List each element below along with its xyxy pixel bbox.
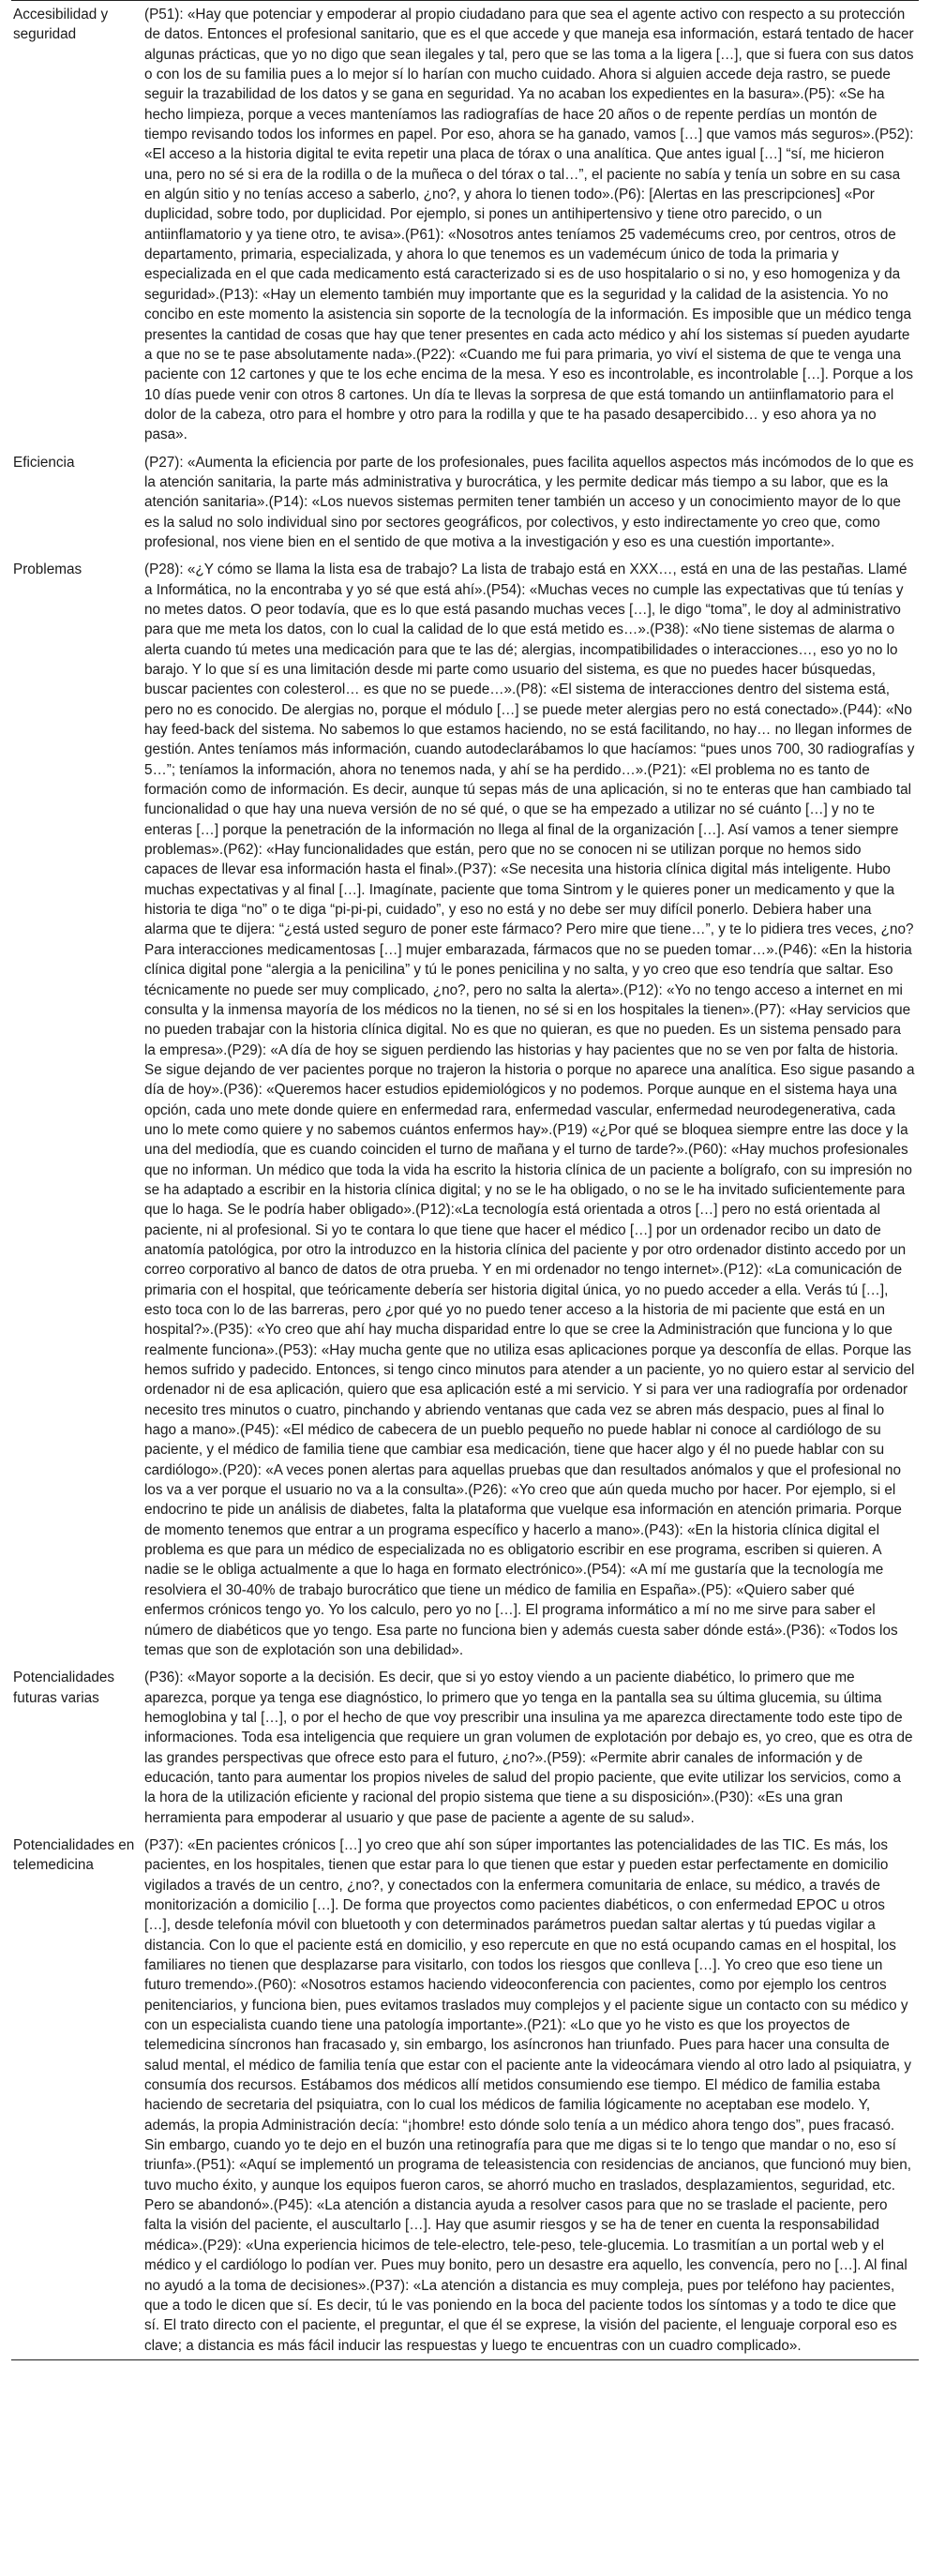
category-cell: Eficiencia (13, 454, 75, 471)
quotes-table (11, 0, 919, 2360)
table-row (11, 556, 919, 1664)
quotes-cell: (P37): «En pacientes crónicos […] yo creo que ahí son súper importantes las potencialidades de las TIC. Es más, los pacientes, en los hospitales, tienen que estar para lo que tienen que estar y pueden estar perfectamente en domicilio vigilados a través de un centro, ¿no?, y conectados con la enfermera comunitaria de enlace, su médico, a través de monitorización a domicilio […]. De forma que proyectos como pacientes diabéticos, o con enfermedad EPOC u otros […], desde telefonía móvil con bluetooth y con determinados parámetros puedan saltar alertas y tú puedas vigilar a distancia. Con lo que el paciente está en domicilio, y eso repercute en que no está ocupando camas en el hospital, los familiares no tienen que desplazarse para visitarlo, con todos los riesgos que conlleva […]. Yo creo que eso tiene un futuro tremendo».(P60): «Nosotros estamos haciendo videoconferencia con pacientes, como por ejemplo los centros penitenciarios, y funciona bien, pues evitamos traslados muy complejos y el paciente sigue un contacto con su médico y con un especialista cuando tiene una patología importante».(P21): «Lo que yo he visto es que los proyectos de telemedicina síncronos han fracasado y, sin embargo, los asíncronos han triunfado. Pues para hacer una consulta de salud mental, el médico de familia tenía que estar con el paciente ante la videocámara viendo al otro lado al psiquiatra, y consumía dos recursos. Estábamos dos médicos allí metidos consumiendo ese tiempo. El médico de familia estaba haciendo de secretaria del psiquiatra, con lo cual los médicos de familia lógicamente no aceptaban ese modelo. Y, además, la propia Administración decía: “¡hombre! esto dónde solo tenía a un médico ahora tengo dos”, pues fracasó. Sin embargo, cuando yo te dejo en el buzón una retinografía para que me digas si te lo tengo que mandar o no, eso sí triunfa».(P51): «Aquí se implementó un programa de teleasistencia con residencias de ancianos, que funcionó muy bien, tuvo mucho éxito, y aunque los equipos fueron caros, se ahorró mucho en traslados, desplazamientos, seguridad, etc. Pero se abandonó».(P45): «La atención a distancia ayuda a resolver casos para que no se traslade el paciente, pero falta la visión del paciente, el auscultarlo […]. Hay que asumir riesgos y se ha de tener en cuenta la responsabilidad médica».(P29): «Una experiencia hicimos de tele-electro, tele-peso, tele-glucemia. Lo trasmitían a un portal web y el médico y el cardiólogo lo podían ver. Pues muy bonito, pero un desastre era aquello, les convencía, pero no […]. Al final no ayudó a la toma de decisiones».(P37): «La atención a distancia es muy compleja, pues por teléfono hay pacientes, que a todo le dicen que sí. Es decir, tú le vas poniendo en la boca del paciente todos los síntomas y a todo te dice que sí. El trato directo con el paciente, el preguntar, el que él se exprese, la visión del paciente, el lenguaje corporal eso es clave; a distancia es más fácil inducir las respuestas y luego te encuentras con un cuadro complicado». (144, 1836, 912, 2354)
table-row (11, 449, 919, 557)
table-row (11, 1832, 919, 2359)
category-cell: Problemas (13, 562, 82, 578)
category-cell: Potencialidades en telemedicina (13, 1836, 135, 1874)
quotes-cell: (P28): «¿Y cómo se llama la lista esa de trabajo? La lista de trabajo está en XXX…, está en una de las pestañas. Llamé a Informática, no la encontraba y yo sé que está ahí».(P54): «Muchas veces no cumple las expectativas que tú tenías y no metes datos. O peor todavía, que es lo que está pasando muchas veces […], le digo “toma”, le doy al administrativo para que me meta los datos, con lo cual la calidad de lo que está metido es…».(P38): «No tiene sistemas de alarma o alerta cuando tú metes una medicación para que te las dé; alergias, incompatibilidades o interacciones…, eso yo no lo barajo. Y lo que sí es una limitación desde mi parte como usuario del sistema, es que no puedes hacer búsquedas, buscar pacientes con colesterol… es que no se puede…».(P8): «El sistema de interacciones dentro del sistema está, pero no es conocido. De alergias no, porque el módulo […] se puede meter alergias pero no está conectado».(P44): «No hay feed-back del sistema. No sabemos lo que estamos haciendo, no se está facilitando, no hay… no llegan informes de gestión. Antes teníamos más información, cuando autodeclarábamos lo que hacíamos: “pues unos 700, 30 radiografías y 5…”; teníamos la información, ahora no tenemos nada, y ahí se ha perdido…».(P21): «El problema no es tanto de formación como de información. Es decir, aunque tú sepas más de una aplicación, si no te enteras que han cambiado tal funcionalidad o que hay una nueva versión de no sé qué, o que se ha empezado a utilizar no sé cuánto […] y no te enteras […] porque la penetración de la información no llega al final de la organización […]. Así vamos a tener siempre problemas».(P62): «Hay funcionalidades que están, pero que no se conocen ni se utilizan porque no hemos sido capaces de llevar esa información hasta el final».(P37): «Se necesita una historia clínica digital más inteligente. Hubo muchas expectativas y al final […]. Imagínate, paciente que toma Sintrom y le quieres poner un medicamento y que la historia te diga “no” o te diga “pi-pi-pi, cuidado”, y eso no está y no debe ser muy difícil ponerlo. Debiera haber una alarma que te dijera: “¿está usted seguro de poner este fármaco? Pero mire que tiene…”, y te lo pidiera tres veces, ¿no? Para interacciones medicamentosas […] mujer embarazada, fármacos que no se pueden tomar…».(P46): «En la historia clínica digital pone “alergia a la penicilina” y tú le pones penicilina y no salta, y yo creo que eso tendría que saltar. Eso técnicamente no puede ser muy complicado, ¿no?, pero no salta la alerta».(P12): «Yo no tengo acceso a internet en mi consulta y la inmensa mayoría de los médicos no la tienen, no sé si en los hospitales la tienen».(P7): «Hay servicios que no pueden trabajar con la historia clínica digital. No es que no quieran, es que no pueden. Es un sistema pensado para la empresa».(P29): «A día de hoy se siguen perdiendo las historias y hay pacientes que no se ven por falta de historia. Se sigue dejando de ver pacientes porque no trajeron la historia o porque no aparece una analítica. Eso sigue pasando a día de hoy».(P36): «Queremos hacer estudios epidemiológicos y no podemos. Porque aunque en el sistema haya una opción, cada uno mete donde quiere en enfermedad rara, enfermedad vascular, enfermedad neurodegenerativa, cada uno lo mete como quiere y no sabemos cuántos enfermos hay».(P19) «¿Por qué se bloquea siempre entre las doce y la una del mediodía, que es cuando coinciden el turno de mañana y el turno de tarde?».(P60): «Hay muchos profesionales que no informan. Un médico que toda la vida ha escrito la historia clínica de un paciente a bolígrafo, con su impresión no se ha adaptado a escribir en la historia clínica digital; y no se le ha obligado, o no se le ha invitado suficientemente para que lo haga. Se le podría haber obligado».(P12):«La tecnología está orientada a otros […] pero no está orientada al paciente, ni al profesional. Si yo te contara lo que tiene que hacer el médico […] por un ordenador recibo un dato de anatomía patológica, por otro la introduzco en la historia clínica del paciente y por otro ordenador distinto accedo por un correo corporativo al banco de datos de otra prueba. Y en mi ordenador no tengo internet».(P12): «La comunicación de primaria con el hospital, que teóricamente debería ser historia digital única, yo no puedo acceder a ella. Verás tú […], esto toca con lo de las barreras, pero ¿por qué yo no puedo tener acceso a la historia de mi paciente que está en un hospital?».(P35): «Yo creo que ahí hay mucha disparidad entre lo que se cree la Administración que funciona y lo que realmente funciona».(P53): «Hay mucha gente que no utiliza esas aplicaciones porque ya desconfía de ellas. Porque las hemos sufrido y padecido. Entonces, si tengo cinco minutos para atender a un paciente, yo no quiero estar al servicio del ordenador ni de esa aplicación, quiero que esa aplicación esté a mi servicio. Y si para ver una radiografía por ordenador necesito tres minutos o cuatro, pinchando y abriendo ventanas que cada vez se abren más despacio, pues al final lo hago a mano».(P45): «El médico de cabecera de un pueblo pequeño no puede hablar ni conoce al cardiólogo de su paciente, y el médico de familia tiene que cambiar esa medicación, tiene que hacer algo y él no puede hablar con su cardiólogo».(P20): «A veces ponen alertas para aquellas pruebas que dan resultados anómalos y que el profesional no los va a ver porque el usuario no va a la consulta».(P26): «Yo creo que aún queda mucho por hacer. Por ejemplo, si el endocrino te pide un análisis de diabetes, falta la plataforma que vuelque esa información en atención primaria. Porque de momento tenemos que entrar a un programa específico y hacerlo a mano».(P43): «En la historia clínica digital el problema es que para un médico de especializada no es obligatorio escribir en ese programa, escriben si quieren. A nadie se le obliga actualmente a que lo haga en formato electrónico».(P54): «A mí me gustaría que la tecnología me resolviera el 30-40% de trabajo burocrático que tiene un médico de familia en España».(P5): «Quiero saber qué enfermos crónicos tengo yo. Yo los calculo, pero yo no […]. El programa informático a mí no me sirve para saber el número de diabéticos que yo tengo. Esa parte no funciona bien y además cuesta saber dónde está».(P36): «Todos los temas que son de explotación son una debilidad». (144, 562, 915, 1658)
quotes-cell: (P36): «Mayor soporte a la decisión. Es decir, que si yo estoy viendo a un paciente diabético, lo primero que me aparezca, porque ya tenga ese diagnóstico, lo primero que yo tenga en la pantalla sea su última glucemia, su última hemoglobina y tal […], o por el hecho de que voy prescribir una insulina ya me aparezca directamente todo este tipo de informaciones. Toda esa inteligencia que requiere un gran volumen de explotación por debajo es, yo creo, que es otra de las grandes perspectivas que ofrece esto para el futuro, ¿no?».(P59): «Permite abrir canales de información y de educación, tanto para aumentar los propios niveles de salud del propio paciente, que evite utilizar los servicios, como a la hora de la utilización eficiente y racional del propio sistema que tiene a su disposición».(P30): «Es una gran herramienta para empoderar al usuario y que pase de paciente a agente de su salud». (144, 1670, 913, 1826)
table-row (11, 1664, 919, 1832)
table-row (11, 1, 919, 449)
category-cell: Potencialidades futuras varias (13, 1670, 115, 1706)
category-cell: Accesibilidad y seguridad (13, 7, 109, 43)
quotes-cell: (P27): «Aumenta la eficiencia por parte de los profesionales, pues facilita aquellos aspectos más incómodos de lo que es la atención sanitaria, la parte más administrativa y burocrática, y les permite dedicar más tiempo a su labor, que es la atención sanitaria».(P14): «Los nuevos sistemas permiten tener también un acceso y un conocimiento mayor de lo que es la salud no solo individual sino por sectores geográficos, por colectivos, y esto indirectamente yo creo que, como profesional, nos viene bien en el sentido de que motiva a la investigación y eso es una cuestión importante». (144, 454, 914, 550)
quotes-cell: (P51): «Hay que potenciar y empoderar al propio ciudadano para que sea el agente activo con respecto a su protección de datos. Entonces el profesional sanitario, que es el que accede y que maneja esa información, estará tentado de hacer algunas prácticas, que yo no digo que sean ilegales y tal, pero que se las toma a la ligera […], que si fuera con sus datos o con los de su familia pues a lo mejor sí lo harían con mucho cuidado. Ahora si alguien accede deja rastro, se puede seguir la trazabilidad de los datos y se gana en seguridad. Ya no acaban los expedientes en la basura».(P5): «Se ha hecho limpieza, porque a veces manteníamos las radiografías de hace 20 años o de repente perdías un montón de tiempo revisando todos los informes en papel. Por eso, ahora se ha ganado, vamos […] que vamos más seguros».(P52): «El acceso a la historia digital te evita repetir una placa de tórax o una analítica. Que antes igual […] “sí, me hicieron una, pero no sé si era de la rodilla o de la muñeca o del tórax o tal…”, el paciente no sabía y tenía un sobre en su casa en algún sitio y no tenías acceso a saberlo, ¿no?, y ahora lo tienen todo».(P6): [Alertas en las prescripciones] «Por duplicidad, sobre todo, por duplicidad. Por ejemplo, si pones un antihipertensivo y tiene otro parecido, o un antiinflamatorio y ya tiene otro, te avisa».(P61): «Nosotros antes teníamos 25 vademécums creo, por centros, otros de departamento, primaria, especializada, y ahora lo que tenemos es un vademécum único de toda la primaria y especializada en el que cada medicamento está caracterizado si es de uso hospitalario o si no, y eso homogeniza y da seguridad».(P13): «Hay un elemento también muy importante que es la seguridad y la calidad de la asistencia. Yo no concibo en este momento la asistencia sin soporte de la tecnología de la información. Es imposible que un médico tenga presentes la cantidad de cosas que hay que tener presentes en cada acto médico y ahí los sistemas sí pueden ayudarte a que no se te pase absolutamente nada».(P22): «Cuando me fui para primaria, yo viví el sistema de que te venga una paciente con 12 cartones y que te los eche encima de la mesa. Y eso es incontrolable, es incontrolable […]. Porque a los 10 días puede venir con otros 8 cartones. Un día te llevas la sorpresa de que está tomando un antiinflamatorio para el dolor de la cabeza, otro para el hombre y otro para la rodilla y que te ha pasado desapercibido… y eso ahora ya no pasa». (144, 7, 914, 443)
